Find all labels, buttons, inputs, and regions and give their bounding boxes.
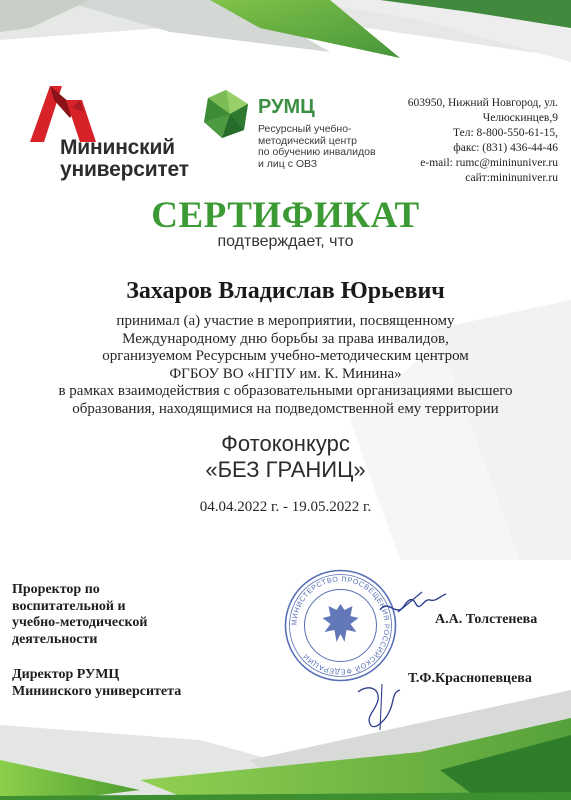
svg-text:МИНИСТЕРСТВО ПРОСВЕЩЕНИЯ РОССИ: МИНИСТЕРСТВО ПРОСВЕЩЕНИЯ РОССИЙСКОЙ ФЕДЕРАЦИИ	[289, 574, 392, 677]
body-line: ФГБОУ ВО «НГПУ им. К. Минина»	[169, 365, 402, 382]
address-line: Челюскинцев,9	[482, 112, 558, 124]
stamp-eagle-icon	[323, 604, 359, 642]
signatory-title-line: воспитательной и	[12, 598, 126, 614]
body-line: образования, находящимися на подведомственной ему территории	[72, 400, 499, 417]
website-line: сайт:mininuniver.ru	[465, 172, 558, 184]
signatory-title-line: Директор РУМЦ	[12, 667, 120, 682]
body-line: принимал (а) участие в мероприятии, посвященному	[116, 313, 455, 329]
signatory-title-line: Проректор по	[12, 582, 100, 597]
signatory-title-line: Мининского университета	[12, 683, 182, 699]
signatory-title-line: учебно-методической	[12, 615, 148, 630]
signatory-name-second: Т.Ф.Краснопевцева	[408, 671, 532, 686]
event-title	[0, 431, 571, 483]
email-line: e-mail: rumc@mininuniver.ru	[420, 157, 558, 169]
rumc-title: РУМЦ	[258, 96, 315, 118]
address-line: 603950, Нижний Новгород, ул.	[407, 97, 558, 109]
rumc-emblem-icon	[200, 88, 252, 140]
rumc-subtitle-line: и лиц с ОВЗ	[258, 157, 318, 170]
event-dates: 04.04.2022 г. - 19.05.2022 г.	[199, 499, 372, 515]
signature-second	[352, 680, 412, 735]
signatory-title-second	[12, 667, 181, 700]
rumc-subtitle-line: методический центр	[258, 134, 357, 147]
phone-line: Тел: 8-800-550-61-15,	[453, 127, 558, 139]
certificate-body	[0, 313, 571, 418]
university-logo	[18, 78, 188, 188]
certificate-title: СЕРТИФИКАТ	[151, 195, 420, 236]
event-type: Фотоконкурс	[221, 431, 350, 456]
fax-line: факс: (831) 436-44-46	[453, 142, 558, 154]
body-line: в рамках взаимодействия с образовательными организациями высшего	[58, 383, 513, 399]
contact-address	[338, 96, 558, 186]
event-name: «БЕЗ ГРАНИЦ»	[205, 457, 366, 482]
signatory-title-first	[12, 582, 147, 648]
confirms-text: подтверждает, что	[217, 233, 354, 250]
recipient-name: Захаров Владислав Юрьевич	[126, 278, 445, 304]
signatory-name-first: А.А. Толстенева	[435, 612, 538, 627]
body-line: Международному дню борьбы за права инвалидов,	[122, 330, 449, 347]
signatory-title-line: деятельности	[12, 631, 98, 647]
rumc-subtitle-line: по обучению инвалидов	[258, 146, 376, 158]
university-name-line1: Мининский	[60, 136, 175, 159]
body-line: организуемом Ресурсным учебно-методическим центром	[102, 348, 469, 364]
university-name-line2: университет	[60, 158, 189, 181]
rumc-subtitle-line: Ресурсный учебно-	[258, 123, 352, 135]
official-stamp	[283, 568, 398, 683]
